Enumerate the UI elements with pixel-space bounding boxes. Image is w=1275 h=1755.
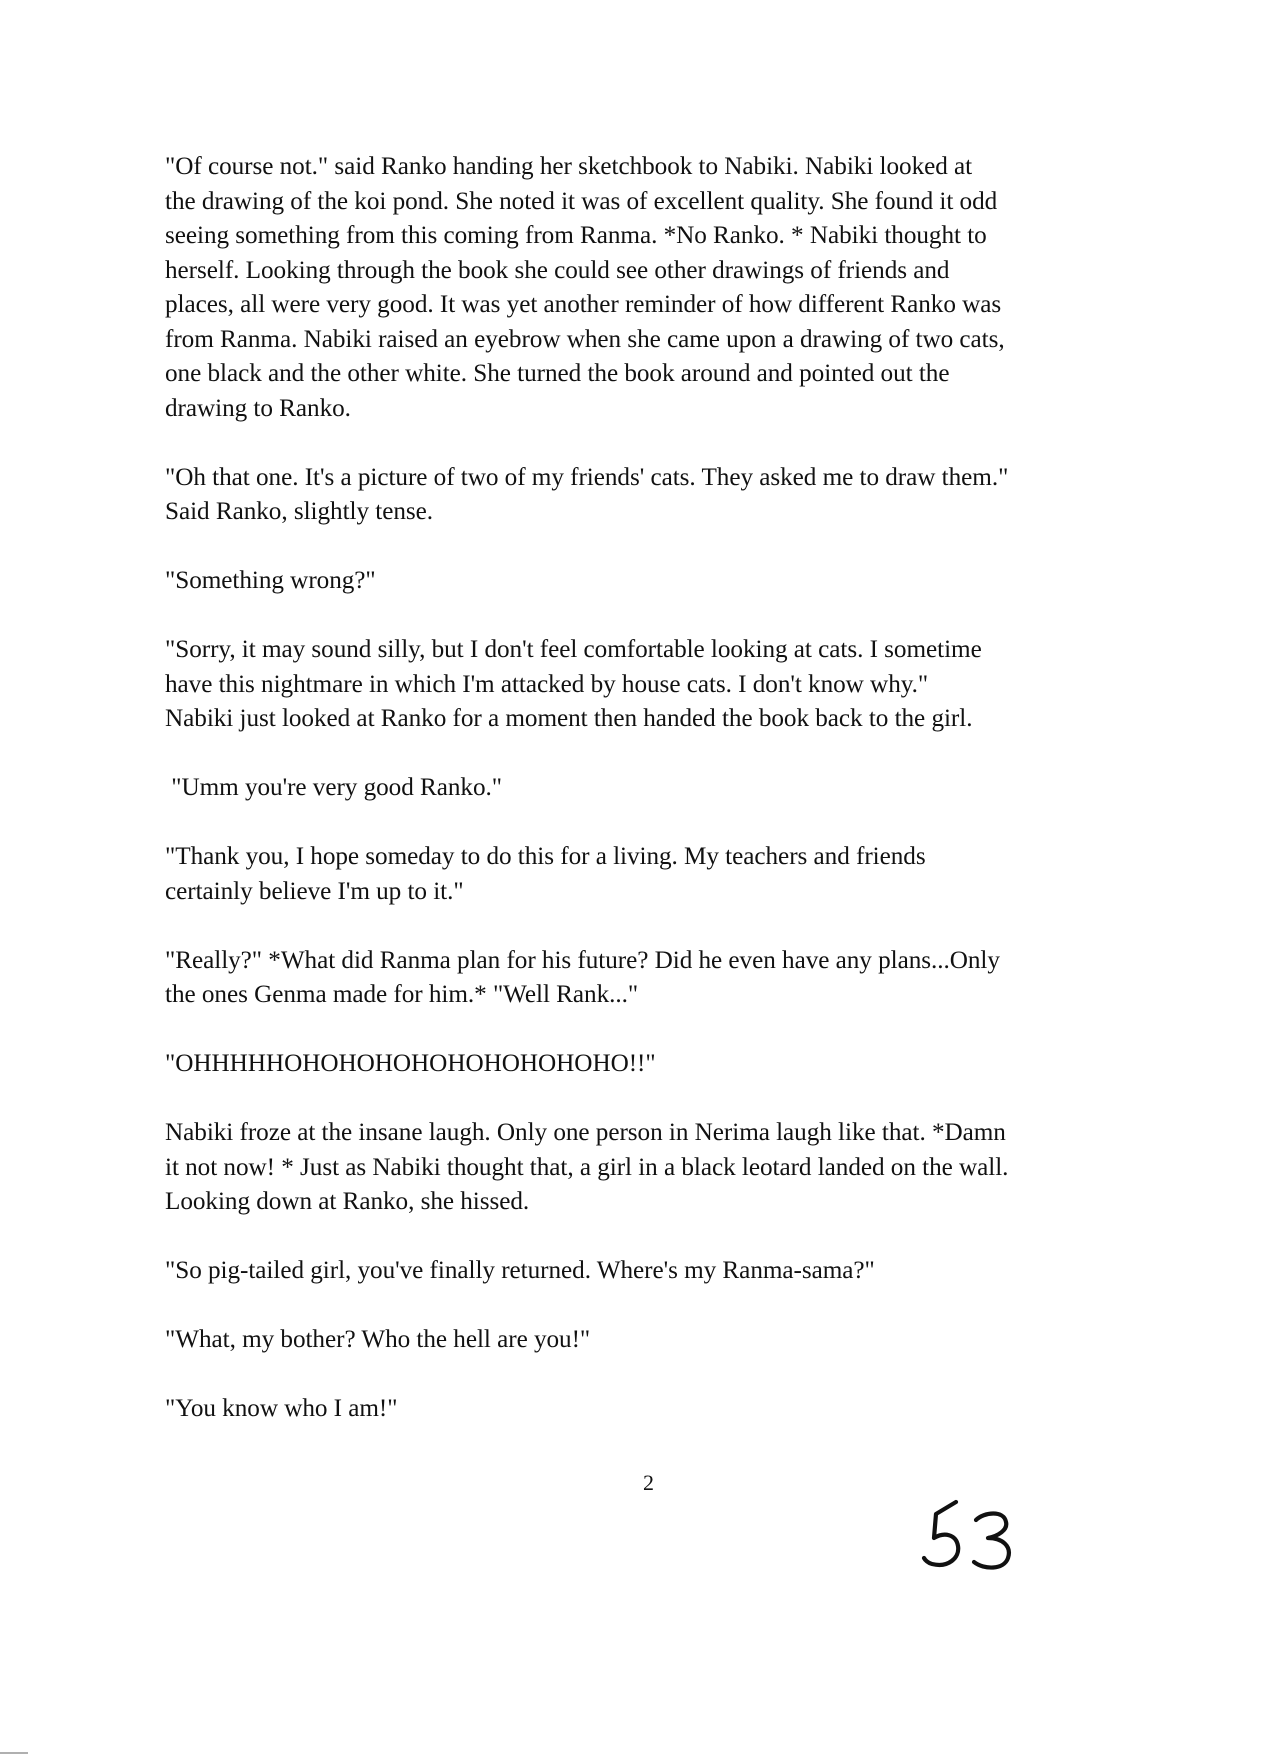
text-line: the ones Genma made for him.* "Well Rank..." [165,981,639,1008]
paragraph-spacer [165,599,1095,634]
paragraph [165,1116,1095,1220]
paragraph [165,633,1095,737]
page-number: 2 [643,1470,654,1495]
paragraph [165,150,1095,426]
paragraph-spacer [165,1289,1095,1324]
paragraph-spacer [165,1358,1095,1393]
text-line: Said Ranko, slightly tense. [165,498,434,525]
text-line: the drawing of the koi pond. She noted it was of excellent quality. She found it odd [165,187,998,215]
text-line: "Sorry, it may sound silly, but I don't feel comfortable looking at cats. I sometime [165,636,982,663]
handwritten-digit-5 [924,1502,958,1565]
paragraph [165,840,1095,909]
text-line: "Oh that one. It's a picture of two of my friends' cats. They asked me to draw them." [165,463,1009,491]
paragraph [165,461,1095,530]
text-line: certainly believe I'm up to it." [165,877,464,905]
text-line: Nabiki froze at the insane laugh. Only one person in Nerima laugh like that. *Damn [165,1119,1006,1146]
paragraph [165,771,1095,806]
text-line: "You know who I am!" [165,1395,398,1422]
text-line: have this nightmare in which I'm attacked by house cats. I don't know why." [165,670,929,698]
text-line: one black and the other white. She turned the book around and pointed out the [165,360,950,387]
paragraph-spacer [165,1220,1095,1255]
text-line: Nabiki just looked at Ranko for a moment then handed the book back to the girl. [165,705,973,732]
text-line: "Really?" *What did Ranma plan for his future? Did he even have any plans...Only [165,946,1000,974]
text-line: "So pig-tailed girl, you've finally returned. Where's my Ranma-sama?" [165,1257,875,1284]
paragraph [165,1323,1095,1358]
text-line: Looking down at Ranko, she hissed. [165,1188,530,1215]
paragraph-spacer [165,806,1095,841]
text-line: from Ranma. Nabiki raised an eyebrow when she came upon a drawing of two cats, [165,325,1005,353]
handwritten-page-mark [918,1498,1018,1578]
text-line: "Thank you, I hope someday to do this for a living. My teachers and friends [165,843,926,870]
paragraph-spacer [165,737,1095,772]
scan-edge-mark [0,1752,28,1754]
handwritten-digit-3 [974,1514,1009,1568]
text-line: it not now! * Just as Nabiki thought that, a girl in a black leotard landed on the wall. [165,1153,1009,1181]
paragraph-spacer [165,909,1095,944]
paragraph-spacer [165,1013,1095,1048]
text-line: "OHHHHHOHOHOHOHOHOHOHOHOHO!!" [165,1050,656,1077]
paragraph-spacer [165,530,1095,565]
paragraph [165,944,1095,1013]
text-line: "Umm you're very good Ranko." [165,774,502,801]
document-body [165,150,1095,1427]
paragraph [165,1047,1095,1082]
paragraph [165,1392,1095,1427]
paragraph-spacer [165,1082,1095,1117]
text-line: seeing something from this coming from Ranma. *No Ranko. * Nabiki thought to [165,222,987,249]
text-line: drawing to Ranko. [165,394,351,422]
paragraph [165,564,1095,599]
text-line: "Something wrong?" [165,567,376,594]
text-line: "Of course not." said Ranko handing her sketchbook to Nabiki. Nabiki looked at [165,153,973,180]
paragraph [165,1254,1095,1289]
paragraph-spacer [165,426,1095,461]
text-line: herself. Looking through the book she could see other drawings of friends and [165,256,950,284]
text-line: places, all were very good. It was yet another reminder of how different Ranko was [165,291,1002,318]
text-line: "What, my bother? Who the hell are you!" [165,1326,591,1353]
